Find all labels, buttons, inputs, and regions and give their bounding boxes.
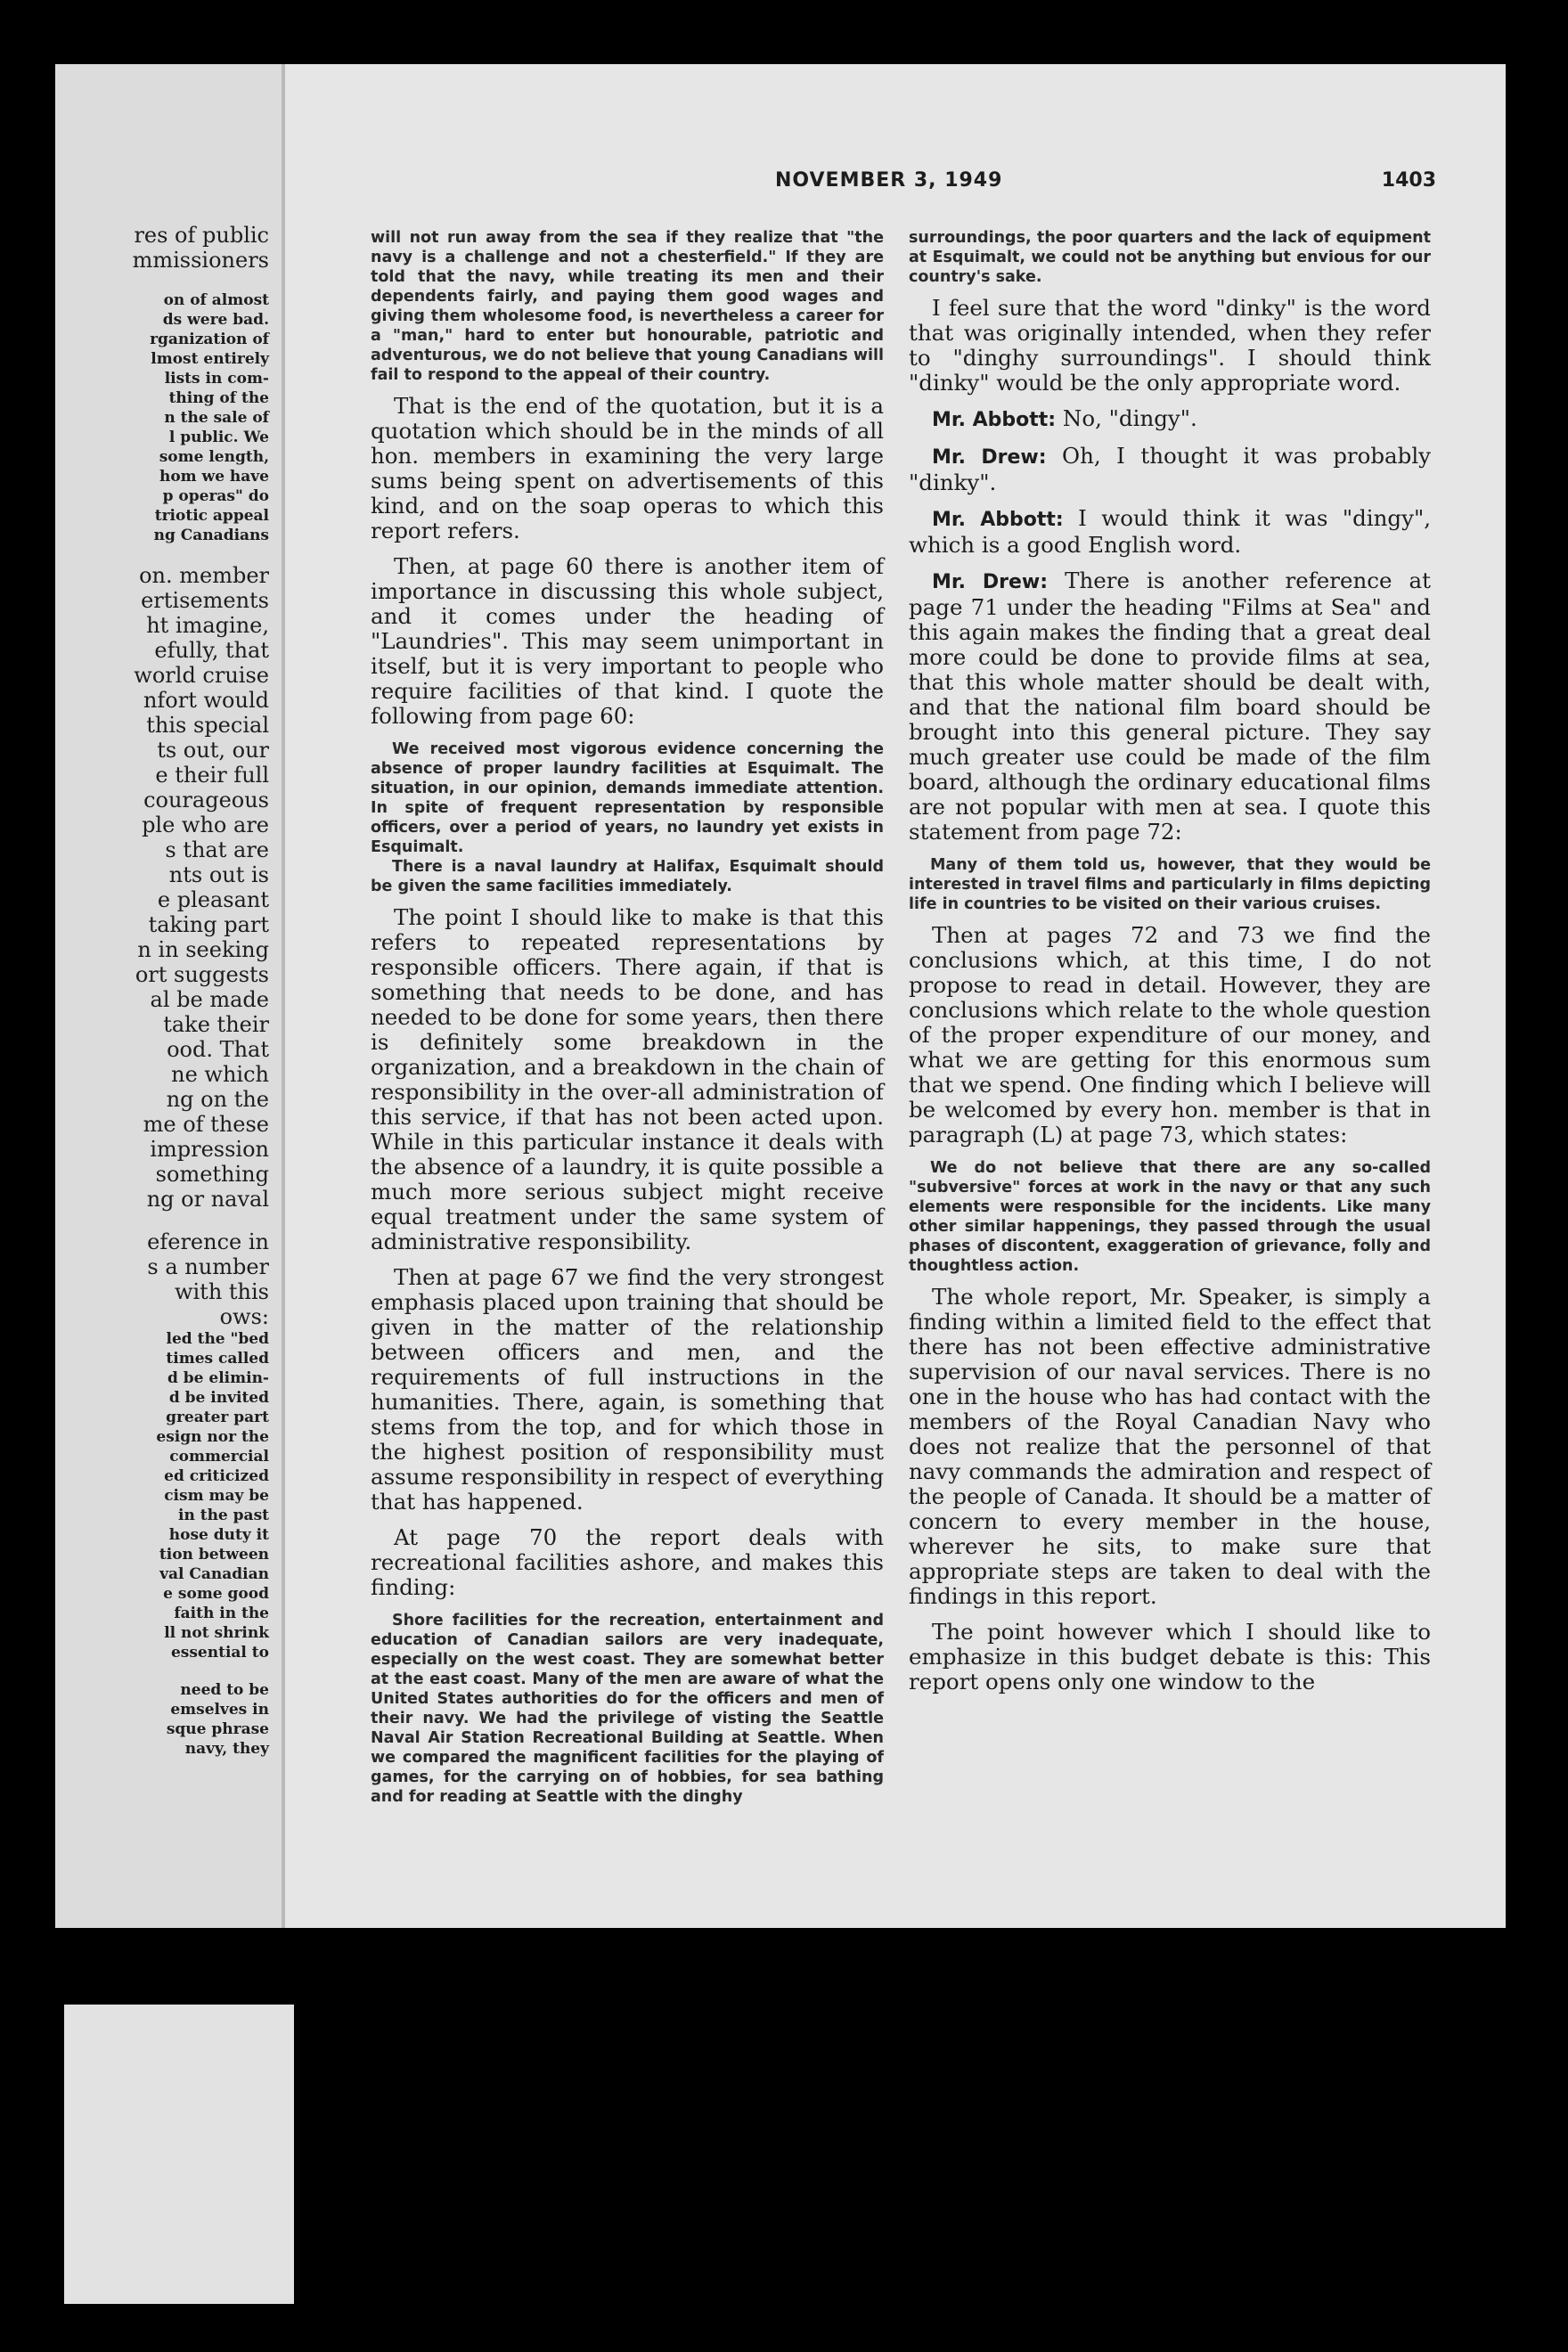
- quote-text: There is a naval laundry at Halifax, Esquimalt should be given the same facilities immediately.: [371, 858, 884, 895]
- quote-block: [371, 228, 884, 385]
- left-page-line: rganization of: [150, 331, 269, 348]
- left-page-line: ed criticized: [164, 1467, 269, 1485]
- left-page-line: some length,: [159, 448, 269, 466]
- quote-block: [909, 1158, 1431, 1276]
- left-page-line: hose duty it: [168, 1526, 269, 1544]
- left-page-line: mmissioners: [132, 248, 269, 273]
- left-page-line: p operas" do: [162, 487, 269, 505]
- left-page-line: emselves in: [170, 1701, 269, 1719]
- left-page-line: nfort would: [143, 688, 269, 713]
- quote-text: Many of them told us, however, that they would be interested in travel films and particularly in films depicting life in countries to be visited on their various cruises.: [909, 856, 1431, 913]
- paragraph: I feel sure that the word "dinky" is the word that was originally intended, when they refer to "dinghy surroundings". I should think "dinky" would be the only appropriate word.: [909, 295, 1431, 396]
- speaker-name: Mr. Abbott:: [932, 409, 1057, 431]
- left-page-line: me of these: [143, 1112, 269, 1137]
- paragraph: The whole report, Mr. Speaker, is simply a finding within a limited field to the effect that there has not been effective administrative supervision of our naval services. There is no one in the house who has had contact with the members of the Royal Canadian Navy who does not realize that the personnel of that navy commands the admiration and respect of the people of Canada. It should be a matter of concern to every member in the house, wherever he sits, to make sure that appropriate steps are taken to deal with the findings in this report.: [909, 1284, 1431, 1609]
- fragment-gap: [55, 545, 269, 563]
- page-header: [285, 169, 1506, 205]
- left-page-line: ows:: [219, 1304, 269, 1329]
- left-page-line: in the past: [177, 1507, 269, 1524]
- speech-text: Oh, I thought it was probably "dinky".: [909, 443, 1431, 495]
- speech: [909, 444, 1431, 495]
- left-page-line: val Canadian: [159, 1565, 269, 1583]
- paragraph: The point however which I should like to emphasize in this budget debate is this: This report opens only one window to the: [909, 1619, 1431, 1695]
- left-page-line: al be made: [150, 987, 269, 1012]
- left-page-line: faith in the: [174, 1605, 269, 1622]
- left-page-line: ne which: [171, 1062, 269, 1087]
- speaker-name: Mr. Drew:: [932, 446, 1047, 469]
- left-page-line: thing of the: [168, 389, 269, 407]
- left-page-line: e their full: [155, 763, 269, 788]
- document-page: [285, 64, 1506, 1928]
- left-page-line: e some good: [163, 1585, 269, 1603]
- left-page-line: sque phrase: [166, 1720, 269, 1738]
- left-page-line: ts out, our: [157, 738, 269, 763]
- quote-text: will not run away from the sea if they realize that "the navy is a challenge and not a chesterfield." If they are told that the navy, while treating its men and their dependents fairly, and paying them good wages and giving them wholesome food, is nevertheless a career for a "man," hard to enter but honourable, patriotic and adventurous, we do not believe that young Canadians will fail to respond to the appeal of their country.: [371, 229, 884, 384]
- paragraph: That is the end of the quotation, but it is a quotation which should be in the minds of all hon. members in examining the very large sums being spent on advertisements of this kind, and on the soap operas to which this report refers.: [371, 393, 884, 543]
- left-page-line: s that are: [165, 837, 269, 862]
- left-page-line: taking part: [148, 912, 269, 937]
- left-page-line: take their: [163, 1012, 269, 1037]
- left-page-line: esign nor the: [156, 1428, 269, 1446]
- left-page-line: ng on the: [166, 1087, 269, 1112]
- column-left: [371, 228, 884, 1816]
- left-page-line: led the "bed: [166, 1330, 269, 1348]
- left-page-line: d be invited: [168, 1389, 269, 1407]
- left-page-line: triotic appeal: [154, 507, 269, 525]
- quote-block: [909, 228, 1431, 287]
- page-number: 1403: [1381, 169, 1436, 192]
- fragment-gap: [55, 1212, 269, 1229]
- left-page-line: ertisements: [141, 588, 269, 613]
- header-date: NOVEMBER 3, 1949: [775, 169, 1003, 192]
- left-page-line: this special: [146, 713, 269, 738]
- left-page-line: cism may be: [164, 1487, 269, 1505]
- speech-text: No, "dingy".: [1062, 405, 1197, 431]
- left-page-line: ood. That: [167, 1037, 269, 1062]
- left-page-line: ort suggests: [135, 962, 269, 987]
- left-page-line: d be elimin-: [167, 1369, 269, 1387]
- left-page-line: with this: [174, 1279, 269, 1304]
- speaker-name: Mr. Drew:: [932, 571, 1049, 593]
- left-page-line: essential to: [170, 1644, 269, 1662]
- paragraph: At page 70 the report deals with recreational facilities ashore, and makes this finding:: [371, 1524, 884, 1600]
- left-page-line: ll not shrink: [164, 1624, 269, 1642]
- speech: [909, 406, 1431, 433]
- left-page-line: on of almost: [163, 291, 269, 309]
- left-page-line: navy, they: [184, 1740, 269, 1758]
- left-page-line: ng Canadians: [153, 527, 269, 544]
- left-page-line: lmost entirely: [151, 350, 269, 368]
- left-page-line: n in seeking: [137, 937, 269, 962]
- paragraph: Then, at page 60 there is another item of importance in discussing this whole subject, and it comes under the heading of "Laundries". This may seem unimportant in itself, but it is very important to people who require facilities of that kind. I quote the following from page 60:: [371, 553, 884, 729]
- quote-block: [371, 1611, 884, 1807]
- quote-text: We received most vigorous evidence concerning the absence of proper laundry facilities at Esquimalt. The situation, in our opinion, demands immediate attention. In spite of frequent representation by responsible officers, over a period of years, no laundry yet exists in Esquimalt.: [371, 740, 884, 856]
- paragraph: Then at page 67 we find the very strongest emphasis placed upon training that should be given in the matter of the relationship between officers and men, and the requirements of full instructions in the humanities. There, again, is something that stems from the top, and for which those in the highest position of responsibility must assume responsibility in respect of everything that has happened.: [371, 1264, 884, 1515]
- left-page-line: courageous: [143, 788, 269, 813]
- left-page-line: ng or naval: [146, 1187, 269, 1212]
- left-page-line: something: [155, 1162, 269, 1187]
- left-page-line: n the sale of: [164, 409, 269, 427]
- left-page-line: need to be: [180, 1681, 269, 1699]
- fragment-gap: [55, 1662, 269, 1680]
- left-page-line: times called: [166, 1350, 269, 1368]
- left-page-line: commercial: [169, 1448, 269, 1466]
- fragment-gap: [55, 273, 269, 290]
- paragraph: Then at pages 72 and 73 we find the conclusions which, at this time, I do not propose to read in detail. However, they are conclusions which relate to the whole question of the proper expenditure of our money, and what we are getting for this enormous sum that we spend. One finding which I believe will be welcomed by every hon. member is that in paragraph (L) at page 73, which states:: [909, 922, 1431, 1147]
- speech: [909, 506, 1431, 558]
- left-page-line: e pleasant: [157, 887, 269, 912]
- left-page-line: tion between: [159, 1546, 269, 1564]
- left-page-line: ht imagine,: [146, 613, 269, 638]
- quote-text: We do not believe that there are any so-called "subversive" forces at work in the navy or that any such elements were responsible for the incidents. Like many other similar happenings, they passed through the usual phases of discontent, exaggeration of grievance, folly and thoughtless action.: [909, 1159, 1431, 1275]
- left-page-line: hom we have: [159, 468, 269, 486]
- column-right: [909, 228, 1431, 1705]
- left-page-line: lists in com-: [164, 370, 269, 388]
- paragraph: The point I should like to make is that this refers to repeated representations by responsible officers. There again, if that is something that needs to be done, and has needed to be done for some years, then there is definitely some breakdown in the organization, and a breakdown in the chain of responsibility in the over-all administration of this service, if that has not been acted upon. While in this particular instance it deals with the absence of a laundry, it is quite possible a much more serious subject might receive equal treatment under the same system of administrative responsibility.: [371, 904, 884, 1254]
- left-page-line: impression: [150, 1137, 269, 1162]
- speech-text: There is another reference at page 71 under the heading "Films at Sea" and this again makes the finding that a great deal more could be done to provide films at sea, that this whole matter should be dealt with, and that the national film board should be brought into this general picture. They say much greater use could be made of the film board, although the ordinary educational films are not popular with men at sea. I quote this statement from page 72:: [909, 568, 1431, 845]
- speech: [909, 568, 1431, 845]
- left-page-line: world cruise: [134, 663, 269, 688]
- left-page-line: ple who are: [142, 813, 269, 837]
- quote-text: Shore facilities for the recreation, entertainment and education of Canadian sailors are very inadequate, especially on the west coast. They are somewhat better at the east coast. Many of the men are aware of what the United States authorities do for the officers and men of their navy. We had the privilege of visting the Seattle Naval Air Station Recreational Building at Seattle. When we compared the magnificent facilities for the playing of games, for the carrying on of hobbies, for sea bathing and for reading at Seattle with the dinghy: [371, 1612, 884, 1806]
- speaker-name: Mr. Abbott:: [932, 509, 1064, 531]
- left-page-line: s a number: [147, 1254, 269, 1279]
- speech-text: I would think it was "dingy", which is a good English word.: [909, 505, 1432, 558]
- page-stub: [64, 2005, 294, 2304]
- left-page-line: on. member: [139, 563, 269, 588]
- left-page-line: eference in: [147, 1229, 269, 1254]
- left-page-line: res of public: [134, 223, 269, 248]
- left-page-fragment: [55, 64, 282, 1928]
- left-page-line: greater part: [166, 1409, 269, 1426]
- left-page-text: [55, 223, 269, 1759]
- quote-block: [371, 739, 884, 896]
- left-page-line: nts out is: [168, 862, 269, 887]
- quote-block: [909, 855, 1431, 914]
- left-page-line: ds were bad.: [162, 311, 269, 329]
- left-page-line: l public. We: [168, 429, 269, 446]
- left-page-line: efully, that: [154, 638, 269, 663]
- quote-text: surroundings, the poor quarters and the lack of equipment at Esquimalt, we could not be anything but envious for our country's sake.: [909, 229, 1431, 286]
